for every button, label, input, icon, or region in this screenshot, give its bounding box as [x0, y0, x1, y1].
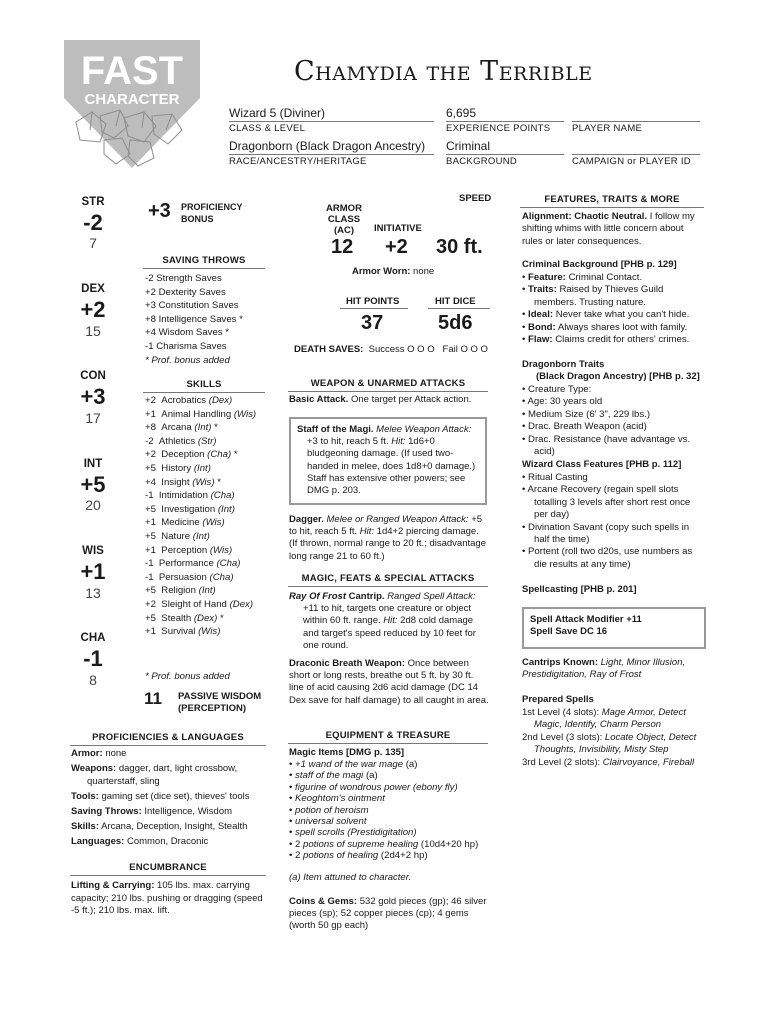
- skill-ability: (Dex): [208, 395, 233, 406]
- wizard-feature-text: Ritual Casting: [528, 472, 588, 483]
- saving-throw-item: +3 Constitution Saves: [145, 300, 239, 312]
- skill-ability: (Int): [194, 422, 212, 434]
- dragonborn-trait: • Creature Type:: [522, 384, 592, 395]
- equipment-note: (a): [403, 759, 418, 770]
- skill-ability: (Int): [192, 530, 210, 542]
- cha-score: 8: [89, 672, 97, 688]
- equipment-item: • universal solvent: [289, 816, 367, 828]
- skill-modifier: +4: [145, 476, 156, 488]
- logo-fast-text: FAST: [80, 49, 184, 93]
- skill-item: [145, 544, 256, 558]
- magic-items-label: Magic Items [DMG p. 135]: [289, 747, 405, 758]
- skill-ability: (Wis): [233, 408, 257, 420]
- skill-modifier: +1: [145, 544, 156, 556]
- saving-throws-note: * Prof. bonus added: [145, 354, 230, 366]
- equipment-name: figurine of wondrous power (ebony fly): [295, 781, 458, 793]
- xp-underline: [446, 121, 564, 122]
- saving-throws-rule: [143, 268, 265, 269]
- race-label: RACE/ANCESTRY/HERITAGE: [229, 156, 367, 167]
- skill-name: Sleight of Hand: [161, 598, 227, 610]
- skill-modifier: +2: [145, 395, 156, 406]
- death-success-circles[interactable]: O O O: [407, 344, 435, 355]
- wizard-feature-text: Portent (roll two d20s, use numbers as die results at any time): [528, 546, 693, 570]
- saving-throw-item: -1 Charisma Saves: [145, 340, 227, 352]
- skill-proficient-star: *: [211, 422, 218, 434]
- skill-name: Deception: [161, 449, 205, 461]
- skill-proficient-star: *: [214, 476, 221, 488]
- skill-item: [145, 516, 256, 530]
- equipment-name: Keoghtom's ointment: [295, 793, 385, 805]
- dex-label: DEX: [81, 283, 105, 295]
- passive-wisdom-value: 11: [144, 689, 162, 708]
- con-score: 17: [85, 410, 101, 426]
- campaign-label: CAMPAIGN or PLAYER ID: [572, 156, 691, 167]
- armor-worn: Armor Worn: none: [352, 266, 435, 277]
- dragonborn-trait: • Drac. Resistance (have advantage vs. acid): [522, 433, 691, 458]
- dragonborn-trait: • Drac. Breath Weapon (acid): [522, 421, 647, 433]
- passive-wisdom-label: PASSIVE WISDOM (PERCEPTION): [178, 691, 262, 714]
- criminal-trait-label: Flaw:: [528, 334, 553, 346]
- encumbrance-body: Lifting & Carrying: 105 lbs. max. carrying capacity; 210 lbs. pushing or dragging (speed -5 ft.); 210 lbs. max. lift.: [71, 880, 263, 917]
- skill-name: Performance: [158, 558, 214, 570]
- skill-modifier: -1: [145, 571, 154, 583]
- xp-label: EXPERIENCE POINTS: [446, 123, 551, 134]
- criminal-trait: • Feature: Criminal Contact.: [522, 272, 643, 283]
- dex-modifier: +2: [80, 297, 106, 322]
- spell-level-1: 1st Level (4 slots): Mage Armor, Detect Magic, Identify, Charm Person: [522, 707, 686, 731]
- saving-throw-item: +8 Intelligence Saves *: [145, 313, 243, 325]
- skill-ability: (Cha): [207, 449, 232, 461]
- wis-score: 13: [85, 585, 101, 601]
- saving-throw-item: +4 Wisdom Saves *: [145, 327, 229, 339]
- skill-item: [145, 584, 256, 598]
- magic-heading: MAGIC, FEATS & SPECIAL ATTACKS: [301, 573, 475, 584]
- background-value: Criminal: [446, 139, 491, 153]
- criminal-trait-text: Never take what you can't hide.: [555, 309, 690, 321]
- features-rule: [520, 207, 704, 208]
- initiative-label: INITIATIVE: [374, 223, 422, 234]
- player-name-label: PLAYER NAME: [572, 123, 643, 134]
- hit-dice-rule: [428, 308, 490, 309]
- skill-item: [145, 421, 256, 435]
- str-label: STR: [81, 196, 105, 208]
- skill-item: [145, 557, 256, 571]
- xp-value: 6,695: [446, 106, 477, 120]
- skill-modifier: +5: [145, 585, 156, 597]
- skill-ability: (Wis): [192, 476, 215, 488]
- criminal-trait-text: Always shares loot with family.: [557, 321, 688, 333]
- staff-of-the-magi-box: Staff of the Magi. Melee Weapon Attack: +3 to hit, reach 5 ft. Hit: 1d6+0 bludgeoning damage. (If used two-handed in melee, does 1d8+0 damage.) Staff has extensive other powers; see DMG p. 203.: [289, 417, 487, 505]
- con-modifier: +3: [80, 384, 106, 409]
- hit-points-value: 37: [361, 312, 384, 334]
- skill-item: [145, 598, 256, 612]
- saving-throws-heading: SAVING THROWS: [162, 255, 246, 266]
- cha-label: CHA: [80, 632, 106, 644]
- prepared-spells-list: [522, 707, 708, 769]
- wizard-feature: • Ritual Casting: [522, 472, 588, 483]
- wizard-features-title: Wizard Class Features [PHB p. 112]: [522, 459, 682, 470]
- coins-gems: Coins & Gems: 532 gold pieces (gp); 46 silver pieces (sp); 52 copper pieces (cp); 4 gems (worth 50 gp each): [289, 896, 487, 932]
- spellcasting-title: Spellcasting [PHB p. 201]: [522, 584, 637, 595]
- skill-item: [145, 612, 256, 626]
- dragonborn-trait-text: Creature Type:: [528, 384, 592, 395]
- int-label: INT: [83, 458, 103, 470]
- encumbrance-heading: ENCUMBRANCE: [129, 862, 207, 873]
- draconic-breath-weapon: Draconic Breath Weapon: Once between short or long rests, breathe out 5 ft. by 30 ft. line of acid causing 2d6 acid damage (DC 14 Dex save for half damage) to all caught in area.: [289, 658, 489, 706]
- skill-modifier: +5: [145, 612, 156, 624]
- equipment-name: universal solvent: [295, 816, 367, 828]
- armor-class-value: 12: [331, 236, 354, 258]
- speed-label: SPEED: [459, 193, 492, 204]
- skill-modifier: +2: [145, 598, 156, 610]
- skill-name: History: [161, 462, 192, 474]
- death-saves: DEATH SAVES: Success O O O Fail O O O: [294, 344, 488, 355]
- equipment-item: • figurine of wondrous power (ebony fly): [289, 781, 458, 793]
- encumbrance-rule: [70, 875, 266, 876]
- skill-ability: (Int): [193, 462, 211, 474]
- skill-ability: (Wis): [202, 517, 225, 529]
- wizard-feature-text: Arcane Recovery (regain spell slots totalling 3 levels after short rest once per day): [527, 484, 691, 521]
- ray-of-frost: Ray Of Frost Cantrip. Ranged Spell Attack: +11 to hit, targets one creature or object within 60 ft. range. Hit: 2d8 cold damage and target's speed reduced by 10 feet for one round.: [289, 591, 476, 651]
- spell-level-3: 3rd Level (2 slots): Clairvoyance, Fireball: [522, 756, 695, 768]
- criminal-trait: • Bond: Always shares loot with family.: [522, 321, 688, 333]
- skill-name: Intimidation: [158, 490, 208, 502]
- skill-name: Investigation: [161, 503, 216, 515]
- criminal-trait-label: Ideal:: [528, 309, 554, 321]
- attacks-rule: [288, 391, 488, 392]
- magic-rule: [288, 586, 488, 587]
- skill-modifier: -2: [145, 435, 154, 447]
- equipment-name: potions of supreme healing: [303, 838, 419, 850]
- saving-throws-list: [145, 272, 243, 367]
- prepared-spells-title: Prepared Spells: [522, 694, 594, 705]
- hit-points-label: HIT POINTS: [346, 296, 400, 307]
- skill-item: [145, 503, 256, 517]
- logo-character-text: CHARACTER: [84, 91, 180, 108]
- skill-item: [145, 448, 256, 462]
- skill-name: Animal Handling: [161, 408, 232, 420]
- skill-item: [145, 530, 256, 544]
- dragonborn-trait-text: Medium Size (6' 3", 229 lbs.): [528, 408, 651, 420]
- skill-name: Insight: [161, 476, 190, 488]
- cha-modifier: -1: [83, 646, 103, 671]
- criminal-trait-text: Raised by Thieves Guild members. Trusting nature.: [534, 284, 664, 308]
- player-name-underline: [572, 121, 700, 122]
- features-heading: FEATURES, TRAITS & MORE: [544, 194, 680, 205]
- skills-rule: [143, 392, 265, 393]
- skills-heading: SKILLS: [186, 379, 222, 390]
- proficiencies-heading: PROFICIENCIES & LANGUAGES: [92, 732, 244, 743]
- criminal-background-title: Criminal Background [PHB p. 129]: [522, 259, 677, 270]
- skills-list: [145, 394, 256, 639]
- dragonborn-trait: • Medium Size (6' 3", 229 lbs.): [522, 408, 651, 420]
- skill-name: Athletics: [158, 435, 196, 447]
- criminal-trait: • Ideal: Never take what you can't hide.: [522, 309, 690, 321]
- hit-dice-value: 5d6: [438, 312, 473, 334]
- dragonborn-traits-list: [522, 384, 706, 458]
- proficiencies-rule: [70, 745, 266, 746]
- proficiencies-body: Armor: none Weapons: dagger, dart, light crossbow, quarterstaff, sling Tools: gaming set (dice set), thieves' tools Saving Throws: Intelligence, Wisdom Skills: Arcana, Deception, Insight, Stealth Languages: Common, Draconic: [71, 748, 250, 848]
- skill-ability: (Wis): [209, 544, 233, 556]
- armor-class-label: ARMOR CLASS (AC): [326, 203, 362, 236]
- skill-item: [145, 476, 256, 490]
- class-level-value: Wizard 5 (Diviner): [229, 106, 326, 120]
- initiative-value: +2: [385, 236, 408, 258]
- dragonborn-trait-text: Age: 30 years old: [527, 396, 603, 408]
- skill-name: Perception: [161, 544, 208, 556]
- equipment-rule: [288, 743, 488, 744]
- dragonborn-trait-text: Drac. Breath Weapon (acid): [528, 421, 647, 433]
- skill-modifier: +8: [145, 422, 156, 434]
- wizard-feature: • Arcane Recovery (regain spell slots totalling 3 levels after short rest once per day): [522, 484, 691, 521]
- dragonborn-trait: • Age: 30 years old: [522, 396, 603, 408]
- skill-item: [145, 489, 256, 503]
- magic-items-list: [289, 759, 478, 862]
- skill-ability: (Cha): [210, 490, 235, 502]
- equipment-quantity: 2: [295, 850, 304, 862]
- skill-ability: (Cha): [209, 571, 234, 583]
- skill-name: Survival: [161, 626, 196, 638]
- skill-modifier: +5: [145, 530, 156, 542]
- skill-modifier: +5: [145, 462, 156, 474]
- skill-ability: (Dex): [193, 612, 218, 624]
- proficiency-bonus-value: +3: [148, 200, 171, 222]
- skill-modifier: +1: [145, 408, 156, 420]
- attuned-note: (a) Item attuned to character.: [289, 872, 412, 883]
- equipment-name: +1 wand of the war mage: [295, 759, 404, 770]
- skill-modifier: +2: [145, 449, 156, 461]
- class-level-underline: [229, 121, 434, 122]
- wizard-feature-text: Divination Savant (copy such spells in half the time): [528, 521, 690, 546]
- hit-dice-label: HIT DICE: [435, 296, 476, 307]
- equipment-item: • Keoghtom's ointment: [289, 793, 385, 805]
- wizard-feature: • Portent (roll two d20s, use numbers as die results at any time): [522, 546, 693, 570]
- skill-modifier: +5: [145, 503, 156, 515]
- race-underline: [229, 154, 434, 155]
- equipment-item: • 2 potions of healing (2d4+2 hp): [289, 850, 428, 862]
- skill-modifier: -1: [145, 490, 154, 502]
- wis-label: WIS: [82, 545, 104, 557]
- campaign-underline: [572, 154, 700, 155]
- spellcasting-box: [522, 607, 706, 649]
- background-label: BACKGROUND: [446, 156, 518, 167]
- equipment-name: spell scrolls (Prestidigitation): [295, 827, 417, 839]
- dragonborn-trait-text: Drac. Resistance (have advantage vs. acid): [528, 433, 691, 458]
- criminal-trait: • Flaw: Claims credit for others' crimes.: [522, 334, 690, 346]
- skill-modifier: +1: [145, 626, 156, 638]
- skill-proficient-star: *: [231, 449, 238, 461]
- skill-name: Religion: [161, 585, 196, 597]
- equipment-note: (a): [363, 770, 378, 782]
- equipment-quantity: 2: [295, 838, 304, 850]
- skill-item: [145, 462, 256, 476]
- skill-ability: (Cha): [216, 558, 241, 570]
- dragonborn-traits-title: Dragonborn Traits (Black Dragon Ancestry) [PHB p. 32]: [522, 359, 700, 383]
- equipment-heading: EQUIPMENT & TREASURE: [325, 730, 451, 741]
- wizard-features-list: [522, 472, 706, 571]
- criminal-trait-label: Bond:: [528, 321, 556, 333]
- criminal-traits-list: [522, 272, 706, 346]
- skill-item: [145, 408, 256, 422]
- character-name: Chamydia the Terrible: [294, 56, 593, 87]
- criminal-trait-label: Feature:: [528, 272, 566, 283]
- saving-throw-item: +2 Dexterity Saves: [145, 286, 226, 298]
- proficiency-bonus-label: PROFICIENCY BONUS: [181, 202, 243, 224]
- skill-name: Medicine: [161, 517, 200, 529]
- race-value: Dragonborn (Black Dragon Ancestry): [229, 139, 426, 153]
- equipment-name: potions of healing: [303, 850, 379, 862]
- skill-proficient-star: *: [217, 612, 224, 624]
- skill-ability: (Dex): [229, 598, 254, 610]
- spell-save-dc: Spell Save DC 16: [530, 626, 608, 638]
- equipment-item: • spell scrolls (Prestidigitation): [289, 827, 417, 839]
- wis-modifier: +1: [80, 559, 106, 584]
- fast-character-logo: [64, 40, 200, 174]
- equipment-note: (10d4+20 hp): [418, 838, 479, 850]
- int-score: 20: [85, 497, 101, 513]
- criminal-trait-text: Claims credit for others' crimes.: [555, 334, 690, 346]
- int-modifier: +5: [80, 472, 106, 497]
- str-score: 7: [89, 235, 97, 251]
- skill-name: Acrobatics: [161, 395, 207, 406]
- skill-ability: (Str): [197, 435, 217, 447]
- death-fail-circles[interactable]: O O O: [460, 344, 488, 355]
- skill-item: [145, 435, 256, 449]
- spell-attack-modifier: Spell Attack Modifier +11: [530, 614, 642, 625]
- skill-name: Nature: [161, 530, 191, 542]
- con-label: CON: [80, 370, 106, 382]
- attacks-heading: WEAPON & UNARMED ATTACKS: [310, 378, 466, 389]
- skill-name: Persuasion: [158, 571, 207, 583]
- equipment-name: potion of heroism: [295, 804, 369, 816]
- basic-attack: Basic Attack. One target per Attack action.: [289, 394, 472, 405]
- str-modifier: -2: [83, 210, 103, 235]
- skill-item: [145, 625, 256, 639]
- wizard-feature: • Divination Savant (copy such spells in half the time): [522, 521, 690, 546]
- equipment-item: • staff of the magi (a): [289, 770, 378, 782]
- speed-value: 30 ft.: [436, 236, 483, 258]
- skill-modifier: +1: [145, 517, 156, 529]
- saving-throw-item: -2 Strength Saves: [145, 273, 222, 284]
- criminal-trait-text: Criminal Contact.: [568, 272, 643, 283]
- alignment: Alignment: Chaotic Neutral. I follow my shifting whims with little concern about rules or later consequences.: [522, 211, 695, 247]
- cantrips-known: Cantrips Known: Light, Minor Illusion, Prestidigitation, Ray of Frost: [522, 657, 686, 681]
- skill-item: [145, 571, 256, 585]
- skill-name: Arcana: [161, 422, 192, 434]
- hit-points-rule: [340, 308, 408, 309]
- criminal-trait-label: Traits:: [528, 284, 557, 296]
- skill-ability: (Int): [217, 503, 235, 515]
- skill-ability: (Int): [198, 585, 216, 597]
- skills-note: * Prof. bonus added: [145, 671, 230, 682]
- class-level-label: CLASS & LEVEL: [229, 123, 306, 134]
- skill-modifier: -1: [145, 558, 154, 570]
- skill-name: Stealth: [161, 612, 192, 624]
- skill-item: [145, 394, 256, 408]
- equipment-note: (2d4+2 hp): [378, 850, 428, 862]
- background-underline: [446, 154, 564, 155]
- skill-ability: (Wis): [198, 626, 221, 638]
- equipment-item: • +1 wand of the war mage (a): [289, 759, 418, 770]
- dagger-attack: Dagger. Melee or Ranged Weapon Attack: +5 to hit, reach 5 ft. Hit: 1d4+2 piercing damage. (If thrown, normal range to 20 ft.; disadvantage long range 21 to 60 ft.): [289, 514, 486, 562]
- spell-level-2: 2nd Level (3 slots): Locate Object, Detect Thoughts, Invisibility, Misty Step: [522, 731, 697, 756]
- criminal-trait: • Traits: Raised by Thieves Guild members. Trusting nature.: [522, 284, 664, 308]
- equipment-item: • 2 potions of supreme healing (10d4+20 hp): [289, 838, 479, 850]
- dex-score: 15: [85, 323, 101, 339]
- equipment-item: • potion of heroism: [289, 804, 369, 816]
- equipment-name: staff of the magi: [295, 770, 364, 782]
